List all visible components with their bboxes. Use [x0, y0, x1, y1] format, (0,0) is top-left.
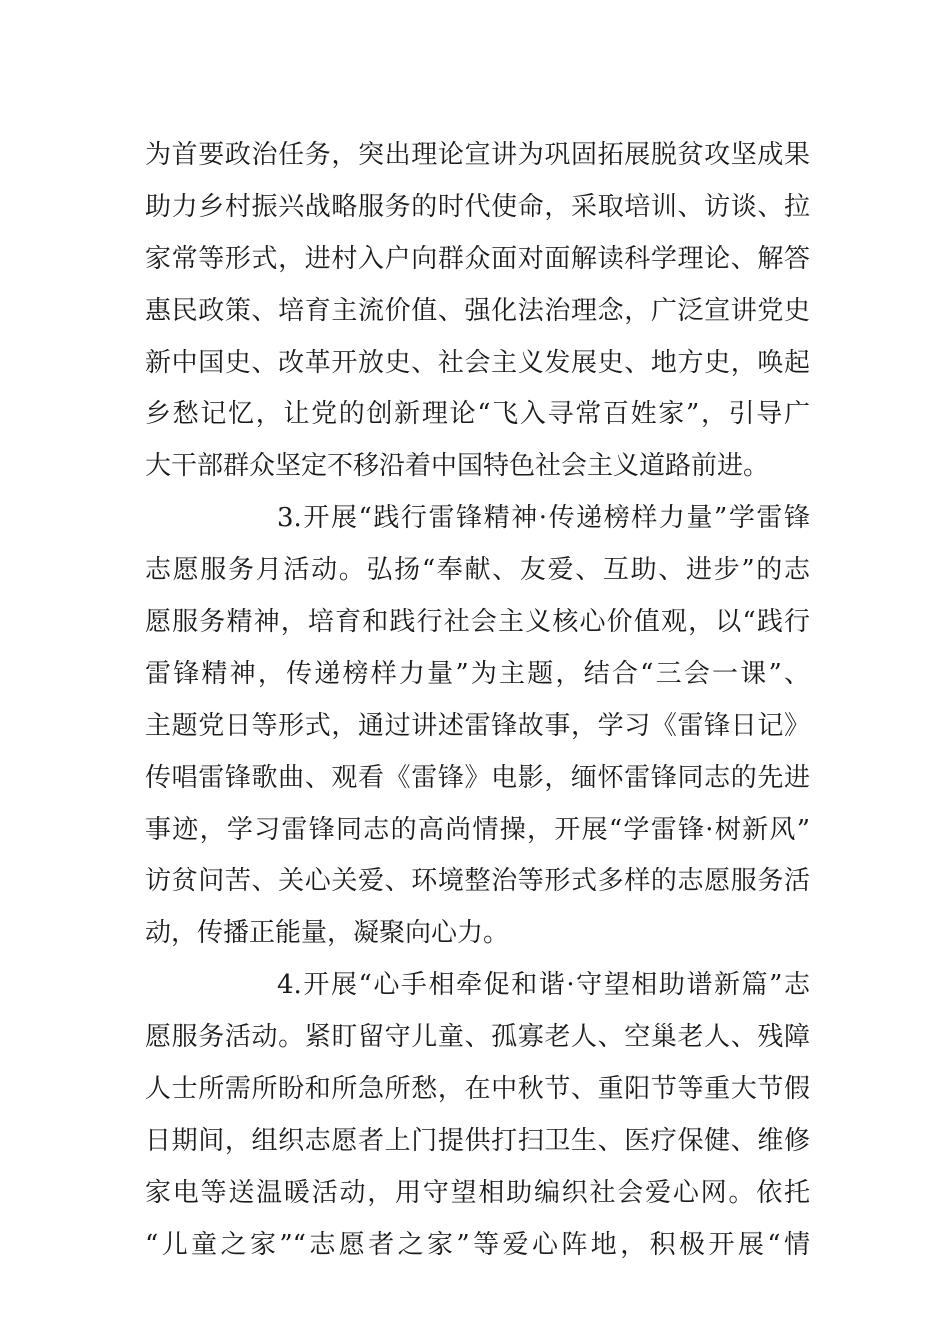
text-line: 日期间，组织志愿者上门提供打扫卫生、医疗保健、维修: [145, 1125, 810, 1156]
paragraph-first-line: 4.开展“心手相牵促和谐·守望相助谱新篇”志: [277, 970, 810, 1001]
text-line: 动，传播正能量，凝聚向心力。: [145, 918, 510, 949]
text-line: “儿童之家”“志愿者之家”等爱心阵地，积极开展“情: [145, 1229, 810, 1260]
text-line: 惠民政策、培育主流价值、强化法治理念，广泛宣讲党史: [145, 295, 810, 326]
text-line: 家电等送温暖活动，用守望相助编织社会爱心网。依托: [145, 1177, 810, 1208]
text-line: 乡愁记忆，让党的创新理论“飞入寻常百姓家”，引导广: [145, 399, 810, 430]
text-line: 志愿服务月活动。弘扬“奉献、友爱、互助、进步”的志: [145, 555, 810, 586]
text-line: 新中国史、改革开放史、社会主义发展史、地方史，唤起: [145, 347, 810, 378]
text-line: 大干部群众坚定不移沿着中国特色社会主义道路前进。: [145, 451, 770, 482]
paragraph-first-line: 3.开展“践行雷锋精神·传递榜样力量”学雷锋: [277, 503, 810, 534]
text-line: 雷锋精神，传递榜样力量”为主题，结合“三会一课”、: [145, 658, 810, 689]
text-line: 访贫问苦、关心关爱、环境整治等形式多样的志愿服务活: [145, 866, 810, 897]
text-line: 家常等形式，进村入户向群众面对面解读科学理论、解答: [145, 243, 810, 274]
text-line: 愿服务精神，培育和践行社会主义核心价值观，以“践行: [145, 607, 810, 638]
text-line: 事迹，学习雷锋同志的高尚情操，开展“学雷锋·树新风”: [145, 814, 810, 845]
text-line: 主题党日等形式，通过讲述雷锋故事，学习《雷锋日记》: [145, 710, 810, 741]
text-line: 愿服务活动。紧盯留守儿童、孤寡老人、空巢老人、残障: [145, 1022, 810, 1053]
text-line: 传唱雷锋歌曲、观看《雷锋》电影，缅怀雷锋同志的先进: [145, 762, 810, 793]
body-text: [145, 130, 810, 1272]
text-line: 助力乡村振兴战略服务的时代使命，采取培训、访谈、拉: [145, 191, 810, 222]
text-line: 为首要政治任务，突出理论宣讲为巩固拓展脱贫攻坚成果: [145, 140, 810, 170]
text-line: 人士所需所盼和所急所愁，在中秋节、重阳节等重大节假: [145, 1074, 810, 1105]
